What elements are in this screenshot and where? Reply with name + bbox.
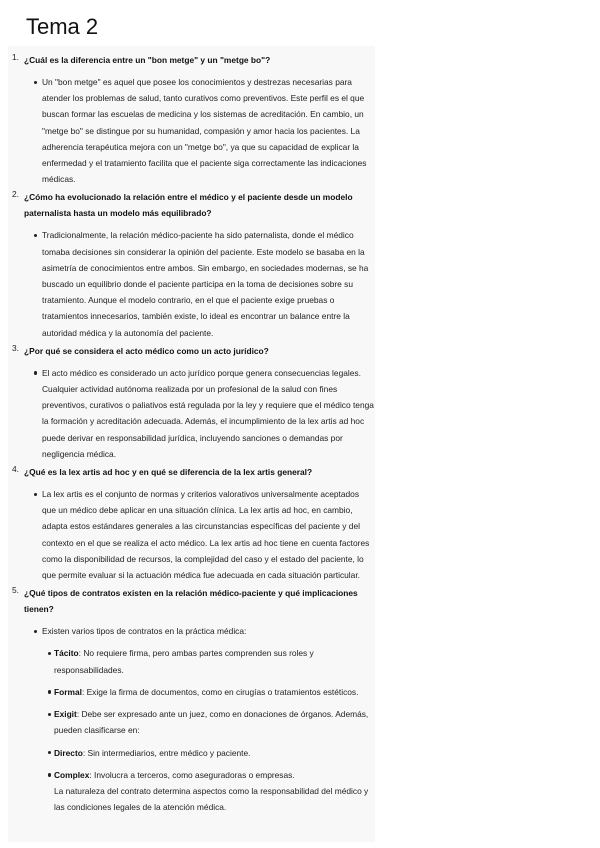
page-title: Tema 2 bbox=[26, 14, 99, 39]
bullet-icon bbox=[48, 652, 51, 655]
content-area bbox=[8, 46, 375, 842]
answer-text: La lex artis es el conjunto de normas y criterios valorativos universalmente aceptados que un médico debe aplicar en una situación clínica. La lex artis ad hoc, en cambio, adapta estos estándares generales a las circunstancias específicas del paciente y del contexto en el que se realiza el acto médico. La lex artis ad hoc tiene en cuenta factores como la disponibilidad de recursos, la complejidad del caso y el estado del paciente, lo que permite evaluar si la actuación médica fue adecuada en cada situación particular. bbox=[42, 489, 370, 581]
contract-type-description: : Sin intermediarios, entre médico y paciente. bbox=[82, 747, 251, 758]
bullet-icon bbox=[34, 630, 37, 633]
bullet-icon bbox=[34, 371, 37, 374]
contract-type-term: Exigit bbox=[54, 709, 77, 720]
answer-item bbox=[8, 623, 375, 639]
answer-text: Tradicionalmente, la relación médico-paciente ha sido paternalista, donde el médico tomaba decisiones sin considerar la opinión del paciente. Este modelo se basaba en la asimetría de conocimientos entre ambos. Sin embargo, en sociedades modernas, se ha buscado un equilibrio donde el paciente participa en la toma de decisiones sobre su tratamiento. Aunque el modelo contrario, en el que el paciente exige pruebas o tratamientos innecesarios, también existe, lo ideal es encontrar un balance entre la autoridad médica y la autonomía del paciente. bbox=[42, 230, 369, 338]
question-text: ¿Qué es la lex artis ad hoc y en qué se diferencia de la lex artis general? bbox=[24, 467, 313, 478]
contract-type-term: Directo bbox=[54, 747, 83, 758]
question-list bbox=[8, 52, 375, 815]
answer-text: Existen varios tipos de contratos en la práctica médica: bbox=[42, 626, 247, 637]
contract-type-description: : Involucra a terceros, como aseguradoras o empresas. bbox=[89, 769, 295, 780]
answer-item bbox=[8, 74, 375, 187]
question-number: 1. bbox=[12, 52, 19, 62]
answer-item bbox=[8, 365, 375, 462]
contract-type-item bbox=[8, 767, 375, 816]
contract-type-description: : No requiere firma, pero ambas partes comprenden sus roles y responsabilidades. bbox=[54, 648, 314, 675]
question-text: ¿Cómo ha evolucionado la relación entre el médico y el paciente desde un modelo paternalista hasta un modelo más equilibrado? bbox=[24, 192, 353, 219]
question-text: ¿Qué tipos de contratos existen en la relación médico-paciente y qué implicaciones tienen? bbox=[24, 588, 358, 615]
question-item-4 bbox=[8, 464, 375, 583]
question-number: 5. bbox=[12, 585, 19, 596]
bullet-icon bbox=[34, 81, 37, 84]
contract-type-description: : Exige la firma de documentos, como en cirugías o tratamientos estéticos. bbox=[81, 686, 359, 697]
answer-item bbox=[8, 227, 375, 340]
contract-type-item bbox=[8, 645, 375, 677]
answer-item bbox=[8, 486, 375, 583]
contract-type-list bbox=[8, 645, 375, 815]
answer-text: El acto médico es considerado un acto jurídico porque genera consecuencias legales. Cualquier actividad autónoma realizada por un profesional de la salud con fines preventivos, curativos o paliativos está regulada por la ley y requiere que el médico tenga la formación y acreditación adecuada. Además, el incumplimiento de la lex artis ad hoc puede derivar en responsabilidad jurídica, incluyendo sanciones o demandas por negligencia médica. bbox=[42, 367, 374, 459]
question-text: ¿Por qué se considera el acto médico como un acto jurídico? bbox=[24, 345, 269, 356]
question-number: 4. bbox=[12, 464, 19, 475]
question-number: 3. bbox=[12, 342, 19, 353]
contract-type-term: Complex bbox=[54, 769, 90, 780]
bullet-icon bbox=[48, 690, 51, 693]
question-item-3 bbox=[8, 343, 375, 462]
question-text: ¿Cuál es la diferencia entre un "bon metge" y un "metge bo"? bbox=[24, 55, 271, 65]
question-item-1 bbox=[8, 52, 375, 187]
contract-type-term: Tácito bbox=[54, 648, 79, 659]
contract-type-item bbox=[8, 706, 375, 738]
contract-type-term: Formal bbox=[54, 686, 82, 697]
bullet-icon bbox=[34, 234, 37, 237]
contract-type-item bbox=[8, 684, 375, 700]
question-item-5 bbox=[8, 585, 375, 815]
closing-note: La naturaleza del contrato determina aspectos como la responsabilidad del médico y las condiciones legales de la atención médica. bbox=[54, 785, 369, 813]
bullet-icon bbox=[48, 773, 51, 776]
bullet-icon bbox=[34, 493, 37, 496]
answer-text: Un "bon metge" es aquel que posee los conocimientos y destrezas necesarias para atender los problemas de salud, tanto curativos como preventivos. Este perfil es el que buscan formar las escuelas de medicina y los sistemas de acreditación. En cambio, un "metge bo" se distingue por su humanidad, compasión y amor hacia los pacientes. La adherencia terapéutica mejora con un "metge bo", ya que su capacidad de explicar la enfermedad y el tratamiento facilita que el paciente siga correctamente las indicaciones médicas. bbox=[42, 77, 367, 185]
contract-type-item bbox=[8, 745, 375, 761]
bullet-icon bbox=[48, 713, 51, 716]
contract-type-description: : Debe ser expresado ante un juez, como en donaciones de órganos. Además, pueden clasificarse en: bbox=[54, 709, 369, 736]
question-number: 2. bbox=[12, 189, 19, 200]
bullet-icon bbox=[48, 751, 51, 754]
question-item-2 bbox=[8, 189, 375, 340]
